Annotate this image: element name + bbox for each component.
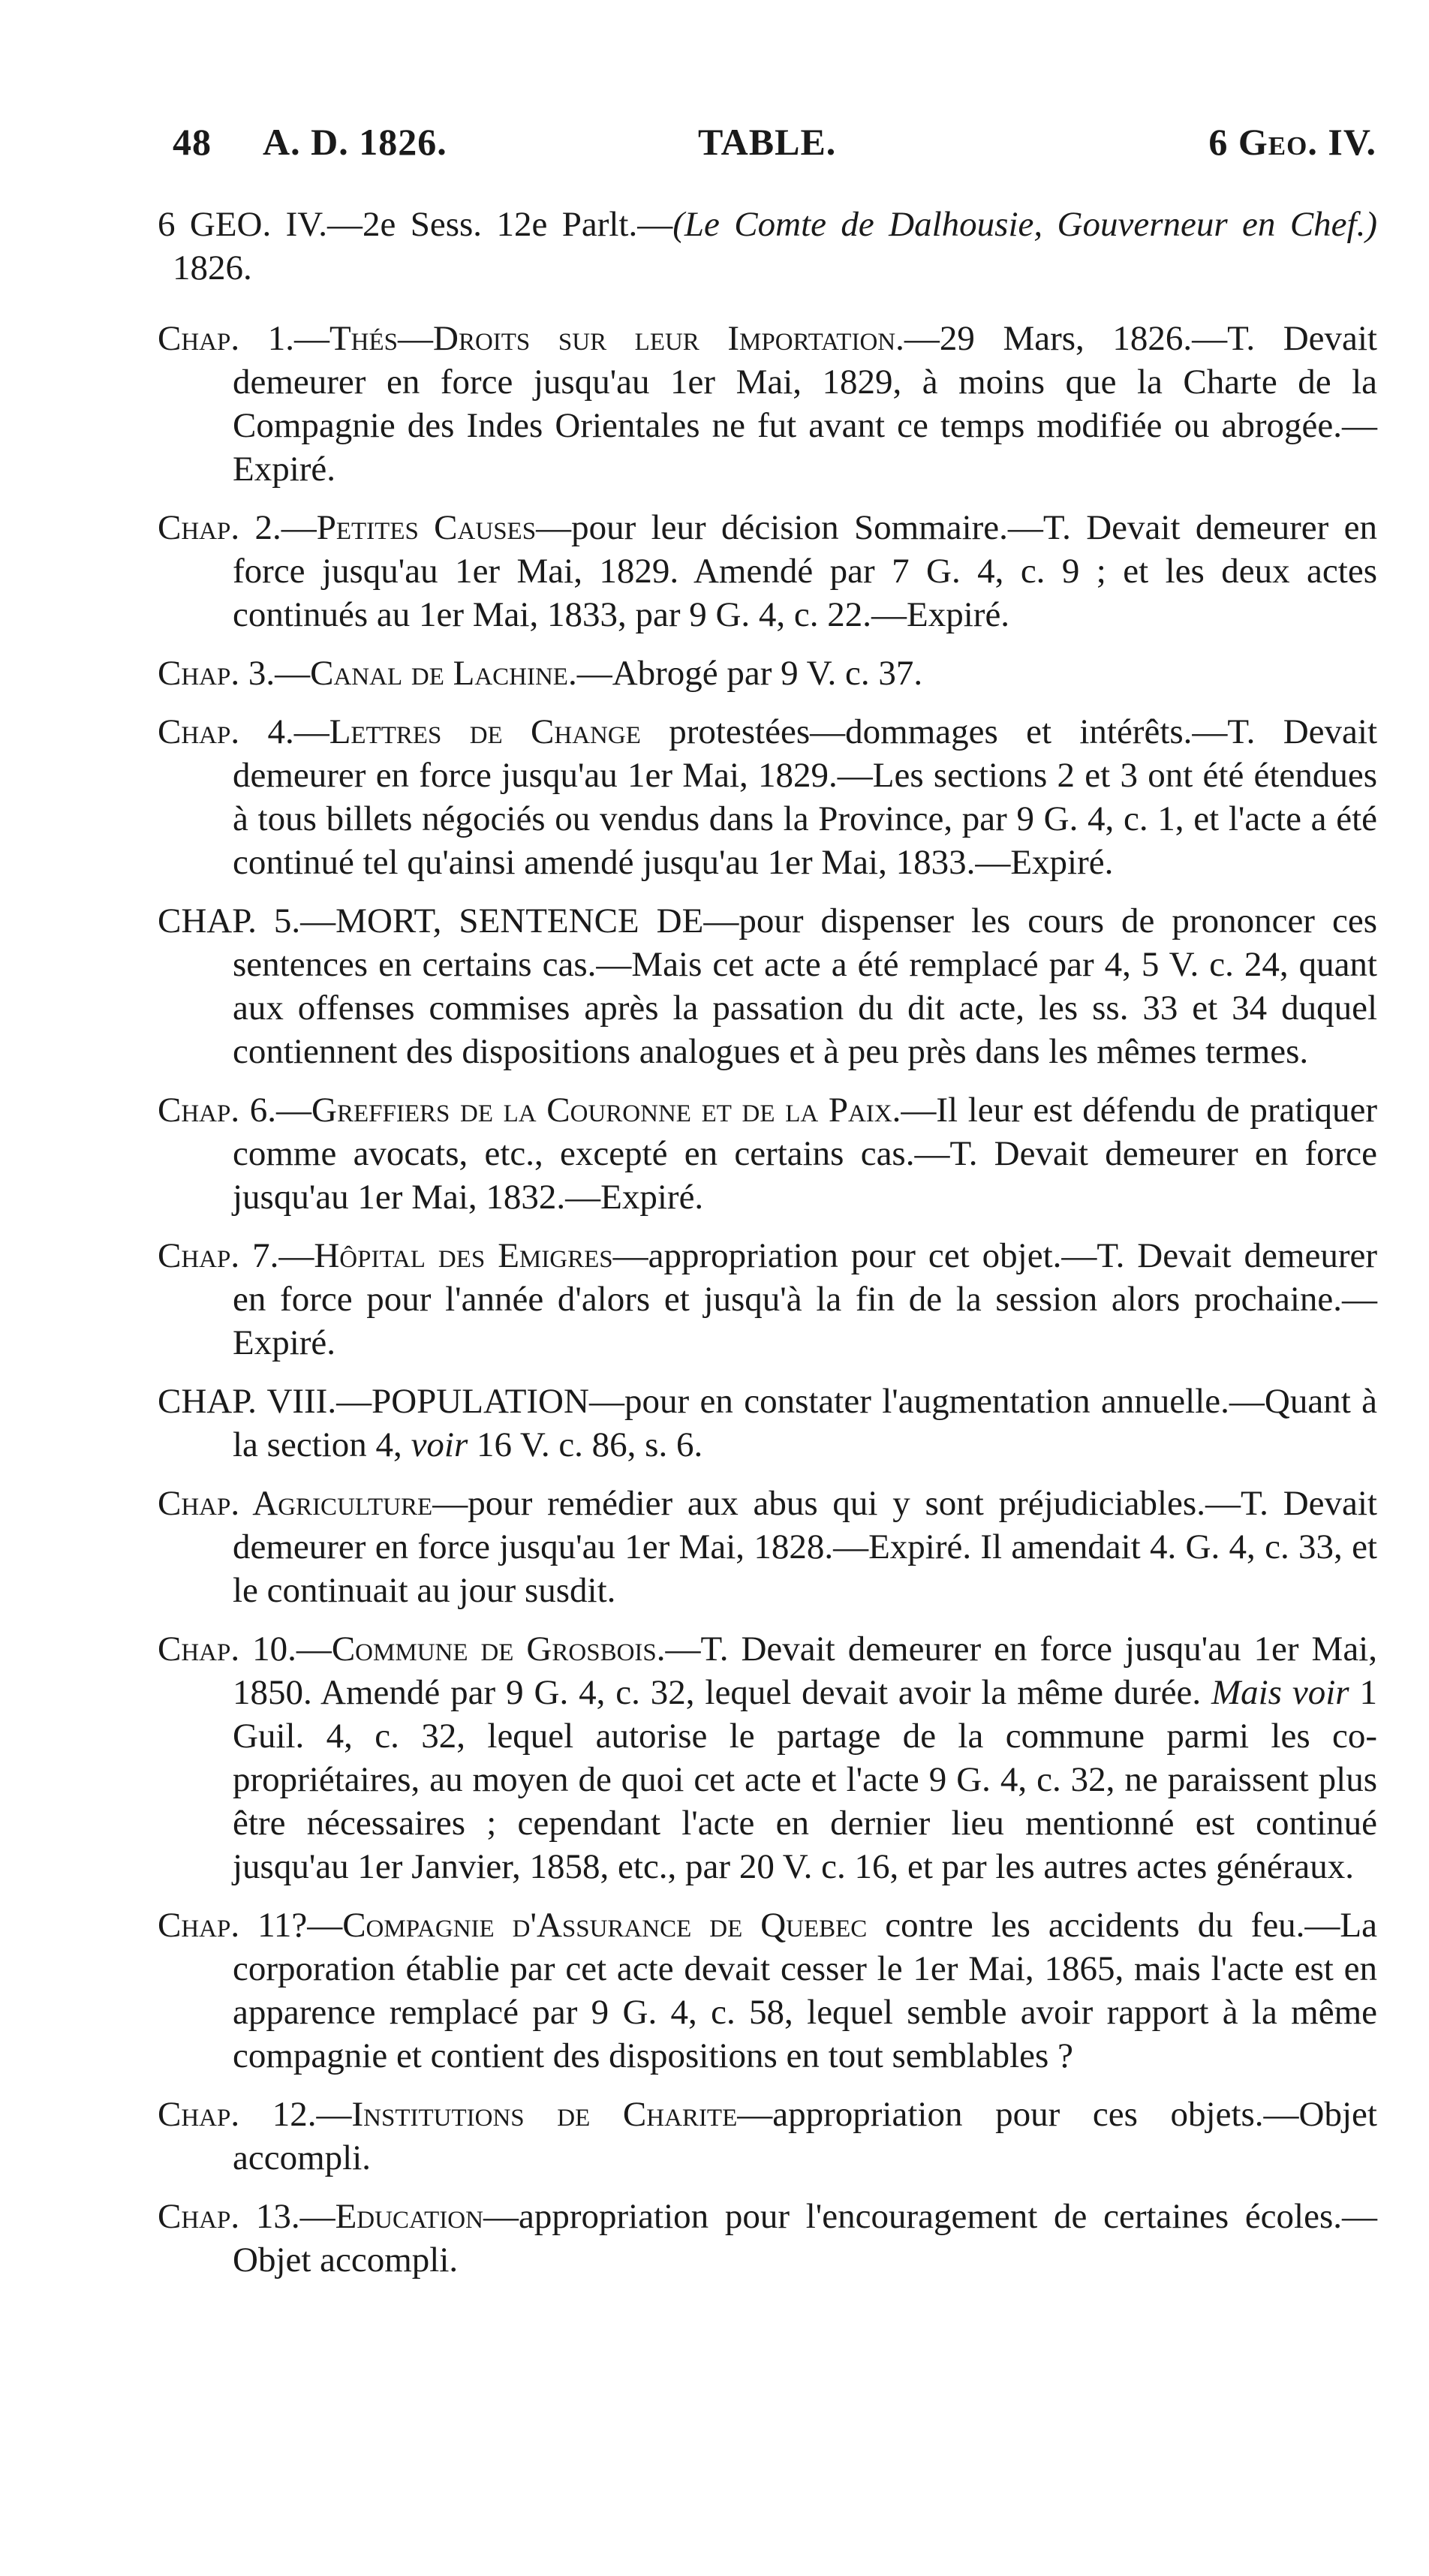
chapter-text: —pour leur décision Sommaire.—T. Devait demeurer en force jusqu'au 1er Mai, 1829. Amendé par 7 G. 4, c. 9 ; et les deux actes continués au 1er Mai, 1833, par 9 G. 4, c. 22.—Expiré.	[233, 508, 1378, 634]
chapter-heading: Chap. 6.—Greffiers de la Couronne et de la Paix.	[158, 1091, 901, 1130]
running-head-year: A. D. 1826.	[263, 121, 447, 163]
chapter-text: 16 V. c. 86, s. 6.	[468, 1425, 703, 1464]
chapter-text: 1 Guil. 4, c. 32, lequel autorise le partage de la commune parmi les co-propriétaires, au moyen de quoi cet acte et l'acte 9 G. 4, c. 32, ne paraissent plus être nécessaires ; cependant l'acte en dernier lieu mentionné est continué jusqu'au 1er Janvier, 1858, etc., par 20 V. c. 16, et par les autres actes généraux.	[233, 1673, 1377, 1886]
running-head-reign: 6 Geo. IV.	[1208, 121, 1376, 163]
chapter-heading: Chap. 11?—Compagnie d'Assurance de Quebec	[158, 1906, 868, 1945]
chapter-entry-13	[158, 2195, 1377, 2282]
chapter-heading: Chap. 7.—Hôpital des Emigres	[158, 1236, 613, 1275]
chapter-text-italic: Mais voir	[1211, 1673, 1349, 1712]
chapter-text: —pour remédier aux abus qui y sont préjudiciables.—T. Devait demeurer en force jusqu'au 1er Mai, 1828.—Expiré. Il amendait 4. G. 4, c. 33, et le continuait au jour susdit.	[233, 1484, 1377, 1610]
running-head-title: TABLE.	[698, 121, 837, 163]
chapter-entry-3	[158, 652, 1377, 695]
chapter-text: —29 Mars, 1826.—T. Devait demeurer en force jusqu'au 1er Mai, 1829, à moins que la Charte de la Compagnie des Indes Orientales ne fut avant ce temps modifiée ou abrogée.—Expiré.	[233, 319, 1377, 489]
chapter-entry-6	[158, 1088, 1377, 1219]
chapter-text: —pour en constater l'augmentation annuelle.—Quant à la section 4,	[233, 1382, 1377, 1464]
chapter-entry-10	[158, 1627, 1377, 1888]
chapter-entry-8	[158, 1380, 1377, 1467]
chapter-text: —T. Devait demeurer en force jusqu'au 1er Mai, 1850. Amendé par 9 G. 4, c. 32, lequel devait avoir la même durée.	[233, 1630, 1377, 1712]
chapter-text: protestées—dommages et intérêts.—T. Devait demeurer en force jusqu'au 1er Mai, 1829.—Les sections 2 et 3 ont été étendues à tous billets négociés ou vendus dans la Province, par 9 G. 4, c. 1, et l'acte a été continué tel qu'ainsi amendé jusqu'au 1er Mai, 1833.—Expiré.	[233, 712, 1377, 882]
chapter-text-italic: voir	[411, 1425, 468, 1464]
chapter-entry-5	[158, 899, 1377, 1073]
session-heading	[158, 203, 1377, 290]
chapter-heading: Chap. 1.—Thés—Droits sur leur Importation.	[158, 319, 904, 358]
page-number: 48	[173, 121, 212, 163]
chapter-text: contre les accidents du feu.—La corporation établie par cet acte devait cesser le 1er Mai, 1865, mais l'acte est en apparence remplacé par 9 G. 4, c. 58, lequel semble avoir rapport à la même compagnie et contient des dispositions en tout semblables ?	[233, 1906, 1377, 2075]
session-year: 1826.	[173, 248, 252, 287]
chapter-entry-1	[158, 317, 1377, 491]
chapter-heading: Chap. 3.—Canal de Lachine.	[158, 654, 577, 693]
chapter-heading: Chap. Agriculture	[158, 1484, 433, 1523]
chapter-entry-7	[158, 1234, 1377, 1365]
chapter-text: —appropriation pour l'encouragement de certaines écoles.—Objet accompli.	[233, 2197, 1377, 2280]
chapter-entry-4	[158, 710, 1377, 884]
chapter-heading: CHAP. VIII.—POPULATION	[158, 1382, 589, 1421]
chapter-entry-9	[158, 1482, 1377, 1612]
table-content	[158, 203, 1377, 2297]
chapter-heading: Chap. 4.—Lettres de Change	[158, 712, 641, 751]
session-governor: (Le Comte de Dalhousie, Gouverneur en Chef.)	[672, 205, 1377, 244]
chapter-text: —Il leur est défendu de pratiquer comme avocats, etc., excepté en certains cas.—T. Devait demeurer en force jusqu'au 1er Mai, 1832.—Expiré.	[233, 1091, 1377, 1217]
chapter-entry-2	[158, 506, 1377, 636]
chapter-heading: Chap. 2.—Petites Causes	[158, 508, 537, 547]
chapter-heading: Chap. 12.—Institutions de Charite	[158, 2095, 738, 2134]
chapter-entry-11	[158, 1903, 1377, 2078]
chapter-text: —appropriation pour cet objet.—T. Devait demeurer en force pour l'année d'alors et jusqu'à la fin de la session alors prochaine.—Expiré.	[233, 1236, 1377, 1362]
chapter-heading: Chap. 13.—Education	[158, 2197, 483, 2236]
session-label: 6 GEO. IV.—2e Sess. 12e Parlt.—	[158, 205, 673, 244]
chapter-heading: CHAP. 5.—MORT, SENTENCE DE	[158, 901, 704, 940]
chapter-entry-12	[158, 2093, 1377, 2180]
chapter-text: —appropriation pour ces objets.—Objet accompli.	[233, 2095, 1377, 2177]
chapter-text: —pour dispenser les cours de prononcer ces sentences en certains cas.—Mais cet acte a été remplacé par 4, 5 V. c. 24, quant aux offenses commises après la passation du dit acte, les ss. 33 et 34 duquel contiennent des dispositions analogues et à peu près dans les mêmes termes.	[233, 901, 1377, 1071]
chapter-text: —Abrogé par 9 V. c. 37.	[576, 654, 923, 693]
chapter-heading: Chap. 10.—Commune de Grosbois.	[158, 1630, 666, 1669]
